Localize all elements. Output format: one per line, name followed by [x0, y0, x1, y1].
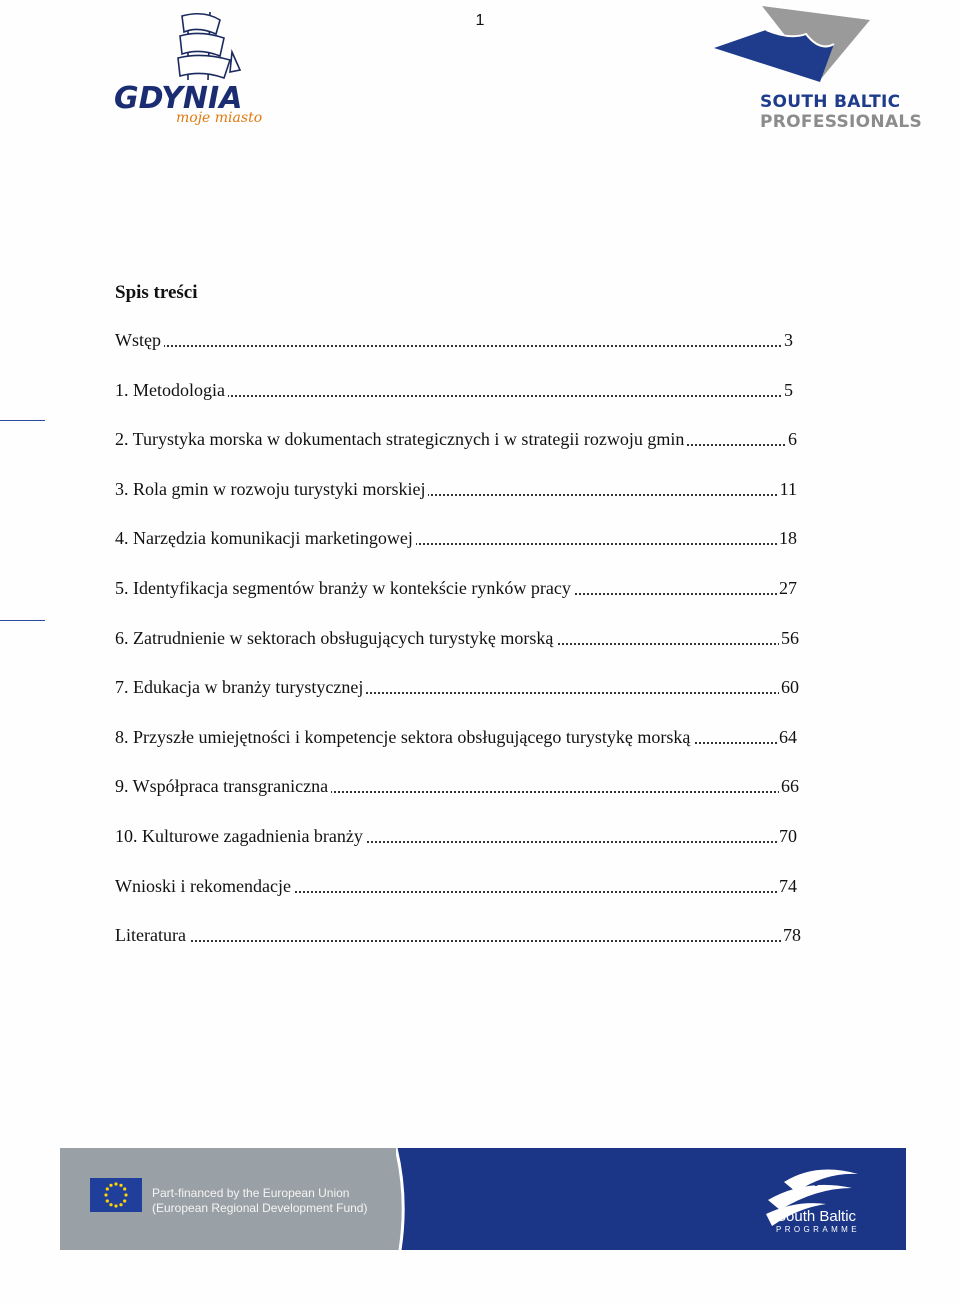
programme-label: PROGRAMME	[776, 1225, 860, 1234]
toc-entry[interactable]	[115, 380, 793, 401]
programme-name: South Baltic	[776, 1208, 857, 1225]
page-number: 1	[475, 12, 485, 29]
toc-entry-page: 64	[779, 726, 797, 747]
eu-funding-line1: Part-financed by the European Union	[152, 1186, 350, 1200]
eu-flag-icon	[90, 1178, 142, 1212]
toc-entry-title: 4. Narzędzia komunikacji marketingowej	[115, 528, 416, 548]
sbp-logo-line2: PROFESSIONALS	[760, 112, 923, 132]
toc-entry-title: 7. Edukacja w branży turystycznej	[115, 677, 366, 697]
toc-dot-leader	[115, 345, 793, 347]
footer-programme-panel	[396, 1148, 906, 1250]
toc-entry-title: 5. Identyfikacja segmentów branży w kontekście rynków pracy	[115, 578, 574, 598]
toc-entry[interactable]	[115, 628, 799, 649]
toc-entry-page: 11	[779, 478, 797, 499]
toc-entry-title: 2. Turystyka morska w dokumentach strategicznych i w strategii rozwoju gmin	[115, 429, 687, 449]
margin-mark	[0, 620, 45, 621]
toc-entry-title: 10. Kulturowe zagadnienia branży	[115, 826, 366, 846]
toc-entry-page: 56	[781, 627, 799, 648]
toc-entry-title: Wstęp	[115, 330, 164, 350]
toc-entry[interactable]	[115, 727, 797, 748]
toc-entry-title: 3. Rola gmin w rozwoju turystyki morskiej	[115, 479, 428, 499]
toc-title: Spis treści	[115, 282, 198, 303]
toc-entry-page: 5	[784, 379, 793, 400]
toc-entry-page: 70	[779, 826, 797, 846]
toc-entry[interactable]	[115, 776, 799, 797]
toc-entry-page: 60	[781, 677, 799, 698]
toc-entry[interactable]	[115, 330, 793, 351]
toc-entry[interactable]	[115, 528, 797, 549]
sbp-logo-line1: SOUTH BALTIC	[760, 92, 901, 112]
toc-entry[interactable]	[115, 925, 801, 946]
svg-text:moje miasto: moje miasto	[176, 110, 263, 126]
toc-entry-title: 6. Zatrudnienie w sektorach obsługujących turystykę morską	[115, 628, 556, 648]
margin-mark	[0, 420, 45, 421]
toc-entry-title: Literatura	[115, 925, 189, 945]
toc-entry[interactable]	[115, 677, 799, 698]
toc-entry-title: Wnioski i rekomendacje	[115, 876, 294, 896]
toc-entry-page: 66	[781, 776, 799, 797]
toc-dot-leader	[115, 940, 801, 942]
gdynia-logo	[112, 8, 264, 126]
toc-entry-page: 3	[784, 330, 793, 350]
toc-entry[interactable]	[115, 578, 797, 599]
toc-entry[interactable]	[115, 876, 797, 897]
toc-entry-title: 8. Przyszłe umiejętności i kompetencje sektora obsługującego turystykę morską	[115, 727, 693, 747]
toc-entry[interactable]	[115, 479, 797, 500]
toc-entry-page: 18	[779, 528, 797, 549]
toc-entry-page: 78	[783, 925, 801, 946]
toc-entry-title: 1. Metodologia	[115, 380, 228, 400]
toc-entry-page: 6	[788, 429, 797, 450]
toc-entry-page: 74	[779, 875, 797, 896]
toc-entry-title: 9. Współpraca transgraniczna	[115, 776, 331, 796]
toc-entry[interactable]	[115, 826, 797, 847]
toc-entry-page: 27	[779, 578, 797, 598]
svg-text:GDYNIA: GDYNIA	[114, 81, 243, 116]
eu-funding-line2: (European Regional Development Fund)	[152, 1201, 368, 1215]
toc-entry[interactable]	[115, 429, 797, 450]
